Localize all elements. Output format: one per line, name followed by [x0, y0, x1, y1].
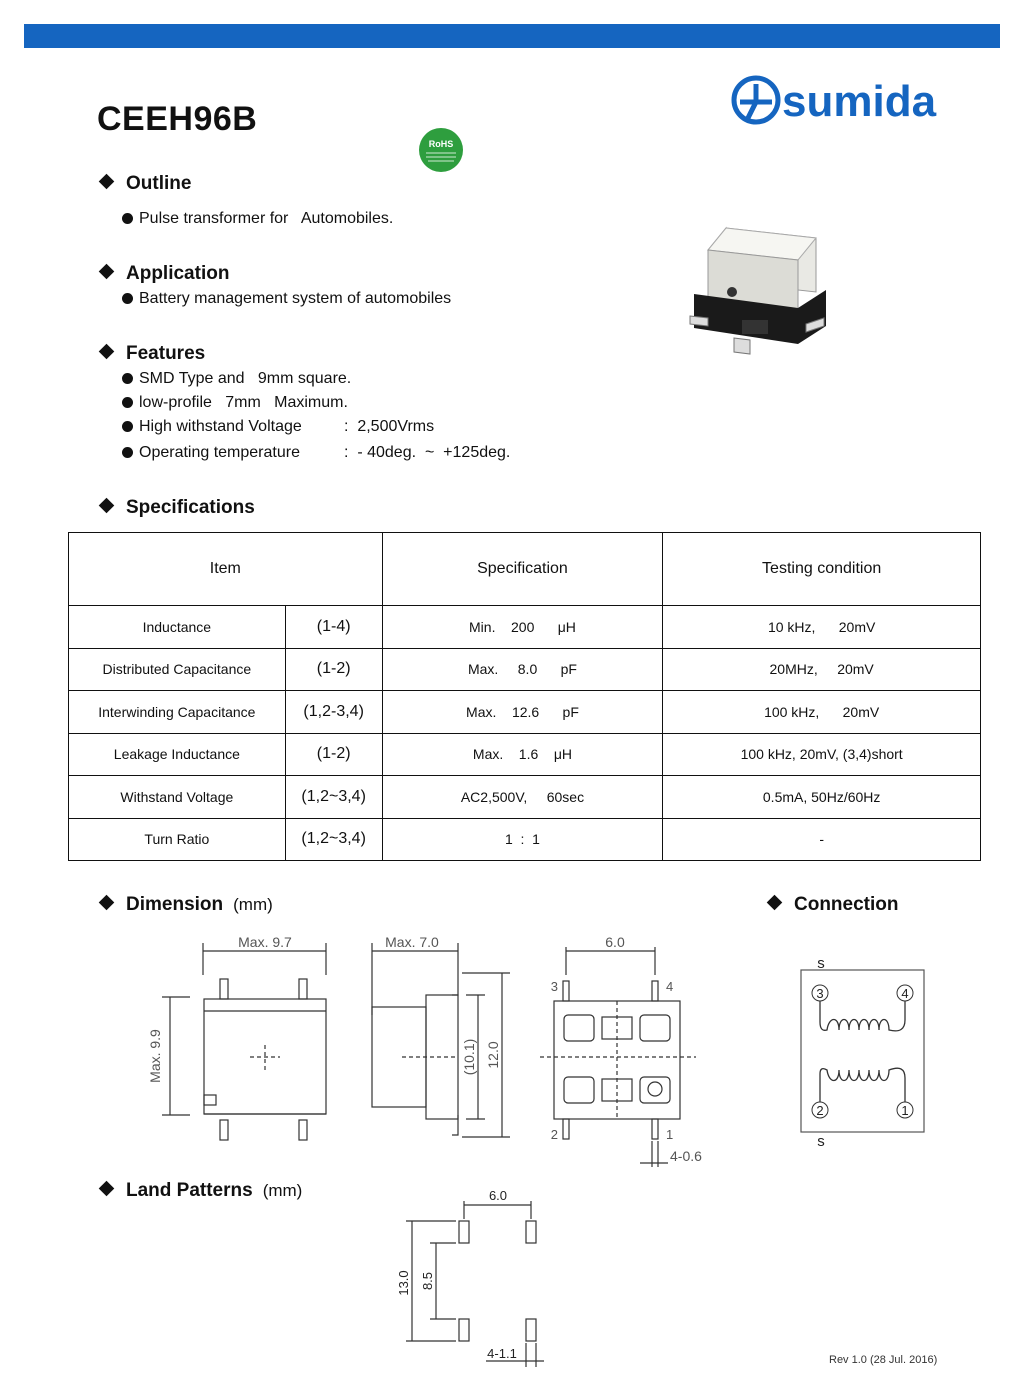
- table-row: Turn Ratio (1,2~3,4) 1 : 1 -: [69, 818, 981, 861]
- land-pattern-drawing: [390, 1185, 560, 1375]
- specifications-heading: Specifications: [97, 497, 255, 519]
- dim-front-width: Max. 9.7: [238, 934, 292, 950]
- bottom-coil: [820, 1068, 905, 1102]
- dim-side-width: Max. 7.0: [385, 934, 439, 950]
- table-header-row: [69, 533, 981, 606]
- feature-value: : 2,500Vrms: [344, 418, 435, 435]
- list-item: High withstand Voltage: [122, 418, 302, 436]
- feature-value: : - 40deg. ~ +125deg.: [344, 444, 511, 461]
- list-item: low-profile 7mm Maximum.: [122, 394, 348, 412]
- outline-heading: Outline: [97, 173, 191, 195]
- list-item: Pulse transformer for Automobiles.: [122, 210, 393, 228]
- dim-bottom-pitch: 6.0: [605, 934, 625, 950]
- top-color-bar: [24, 24, 1000, 48]
- land-outer: 13.0: [396, 1270, 411, 1296]
- svg-text:1: 1: [901, 1103, 909, 1118]
- svg-text:2: 2: [550, 1127, 558, 1142]
- header-specification: Specification: [382, 533, 663, 606]
- top-coil: [820, 1001, 905, 1031]
- list-item: SMD Type and 9mm square.: [122, 370, 351, 388]
- features-heading: Features: [97, 343, 205, 365]
- revision-note: Rev 1.0 (28 Jul. 2016): [829, 1354, 938, 1366]
- svg-text:RoHS: RoHS: [428, 139, 454, 149]
- list-item: Battery management system of automobiles: [122, 290, 451, 308]
- brand-name: sumida: [782, 77, 937, 126]
- dim-pin-width: 4-0.6: [670, 1148, 702, 1164]
- rohs-badge: [418, 127, 464, 178]
- land-pitch: 6.0: [488, 1188, 508, 1203]
- dim-side-total: 12.0: [485, 1041, 501, 1069]
- svg-text:s: s: [817, 955, 825, 972]
- spec-table: [68, 532, 981, 861]
- list-item: Operating temperature: [122, 444, 300, 462]
- page-title: CEEH96B: [97, 100, 258, 138]
- svg-text:3: 3: [550, 979, 558, 994]
- connection-diagram: [795, 950, 935, 1155]
- table-row: Interwinding Capacitance (1,2-3,4) Max. 12.6 pF 100 kHz, 20mV: [69, 691, 981, 734]
- dimension-drawing: [140, 925, 740, 1180]
- connection-heading: Connection: [765, 894, 899, 916]
- land-pad: 4-1.1: [487, 1346, 517, 1361]
- svg-text:4: 4: [666, 979, 674, 994]
- svg-text:3: 3: [816, 986, 824, 1001]
- table-row: Leakage Inductance (1-2) Max. 1.6 μH 100 kHz, 20mV, (3,4)short: [69, 733, 981, 776]
- svg-text:s: s: [817, 1133, 825, 1150]
- svg-text:2: 2: [816, 1103, 824, 1118]
- table-row: Distributed Capacitance (1-2) Max. 8.0 pF 20MHz, 20mV: [69, 648, 981, 691]
- header-item: Item: [69, 533, 383, 606]
- dim-side-inner: (10.1): [461, 1038, 477, 1076]
- table-row: Inductance (1-4) Min. 200 μH 10 kHz, 20mV: [69, 606, 981, 649]
- land-patterns-heading: Land Patterns (mm): [97, 1180, 302, 1202]
- dim-front-height: Max. 9.9: [147, 1029, 163, 1083]
- product-photo: [686, 220, 836, 365]
- table-row: Withstand Voltage (1,2~3,4) AC2,500V, 60sec 0.5mA, 50Hz/60Hz: [69, 776, 981, 819]
- application-heading: Application: [97, 263, 229, 285]
- svg-text:4: 4: [901, 986, 909, 1001]
- header-testing-condition: Testing condition: [663, 533, 981, 606]
- sumida-logo: [730, 72, 955, 133]
- land-inner: 8.5: [420, 1271, 435, 1291]
- dimension-heading: Dimension (mm): [97, 894, 273, 916]
- svg-text:1: 1: [666, 1127, 674, 1142]
